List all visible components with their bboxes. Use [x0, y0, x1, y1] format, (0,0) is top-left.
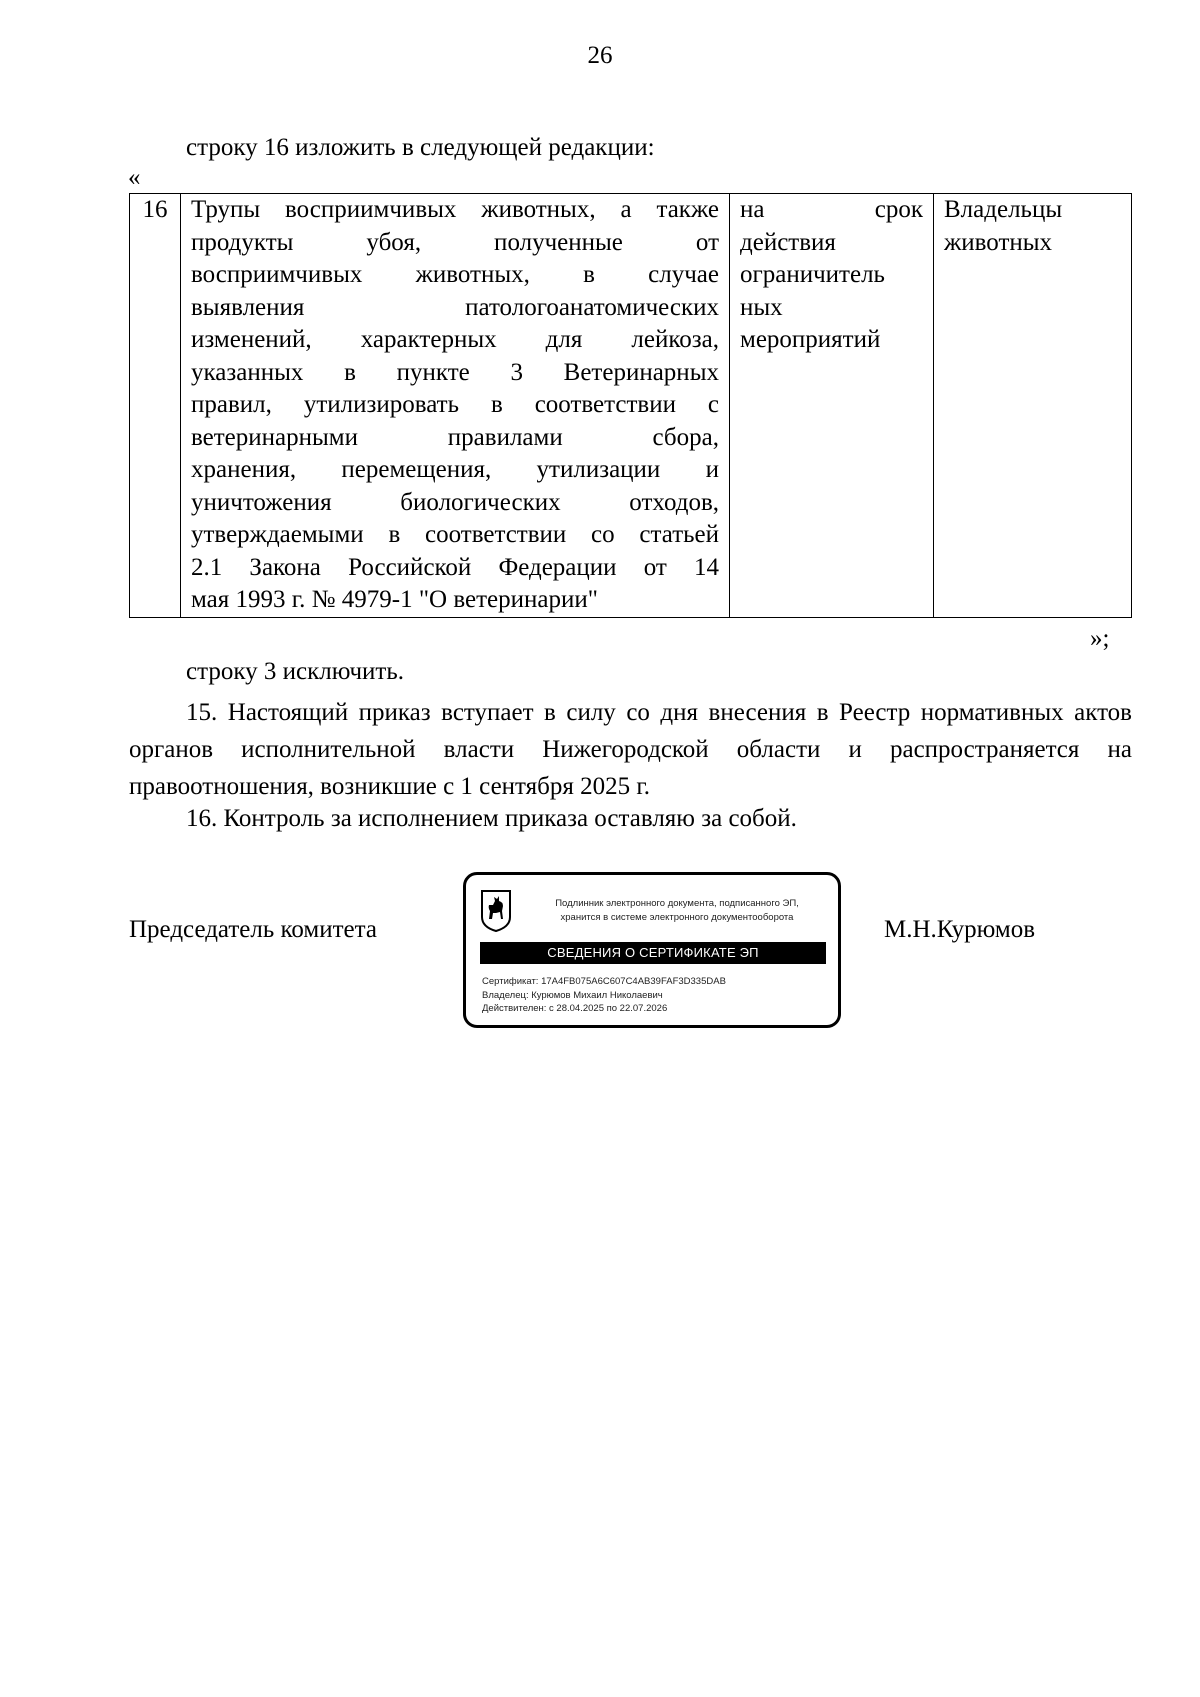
text-line: уничтожения биологических отходов,: [191, 488, 719, 516]
text-line: продукты убоя, полученные от: [191, 228, 719, 256]
intro-paragraph: строку 16 изложить в следующей редакции:: [186, 134, 655, 161]
coat-of-arms-icon: [480, 889, 512, 933]
term-line: действия: [740, 228, 836, 256]
paragraph-16: 16. Контроль за исполнением приказа оставляю за собой.: [186, 805, 797, 832]
text-line: мая 1993 г. № 4979-1 "О ветеринарии": [191, 586, 598, 613]
text-line: указанных в пункте 3 Ветеринарных: [191, 358, 719, 386]
row-text-cell: [181, 194, 730, 618]
stamp-note-line: хранится в системе электронного документооборота: [560, 912, 794, 923]
signatory-title: Председатель комитета: [129, 916, 377, 943]
stamp-certificate-info: [482, 975, 726, 1016]
text-line: изменений, характерных для лейкоза,: [191, 326, 719, 353]
stamp-note-line: Подлинник электронного документа, подписанного ЭП,: [555, 898, 799, 909]
electronic-signature-stamp: [463, 872, 841, 1028]
row-term-cell: [730, 194, 934, 618]
term-line: ных: [740, 293, 783, 321]
stamp-note: [522, 897, 832, 925]
text-line: Трупы восприимчивых животных, а также: [191, 196, 719, 223]
text-line: хранения, перемещения, утилизации и: [191, 456, 719, 483]
closing-quote: »;: [1090, 625, 1110, 652]
row-responsible-cell: [934, 194, 1132, 618]
page-number: 26: [587, 42, 613, 69]
certificate-number: Сертификат: 17A4FB075A6C607C4AB39FAF3D335DAB: [482, 976, 726, 987]
amended-row-table: [129, 193, 1132, 618]
certificate-validity: Действителен: с 28.04.2025 по 22.07.2026: [482, 1003, 668, 1014]
paragraph-line-3: строку 3 исключить.: [186, 658, 404, 685]
paragraph-15: 15. Настоящий приказ вступает в силу со дня внесения в Реестр нормативных актов органов исполнительной власти Нижегородской области и распространяется на правоотношения, возникшие с 1 сентября 2025 г.: [129, 699, 1132, 800]
term-line: мероприятий: [740, 326, 881, 353]
stamp-header: СВЕДЕНИЯ О СЕРТИФИКАТЕ ЭП: [480, 942, 826, 964]
table-row: [130, 194, 1132, 618]
certificate-owner: Владелец: Курюмов Михаил Николаевич: [482, 989, 663, 1001]
term-line: на срок: [740, 196, 923, 223]
text-line: утверждаемыми в соответствии со статьей: [191, 521, 719, 548]
text-line: ветеринарными правилами сбора,: [191, 423, 719, 451]
responsible-line: животных: [944, 228, 1053, 256]
text-line: 2.1 Закона Российской Федерации от 14: [191, 553, 719, 581]
responsible-line: Владельцы: [944, 196, 1063, 223]
text-line: восприимчивых животных, в случае: [191, 261, 719, 288]
opening-quote: «: [128, 164, 141, 191]
row-number-cell: 16: [130, 194, 181, 618]
text-line: выявления патологоанатомических: [191, 293, 719, 321]
signatory-name: М.Н.Курюмов: [884, 916, 1036, 943]
text-line: правил, утилизировать в соответствии с: [191, 391, 719, 418]
term-line: ограничитель: [740, 261, 885, 288]
